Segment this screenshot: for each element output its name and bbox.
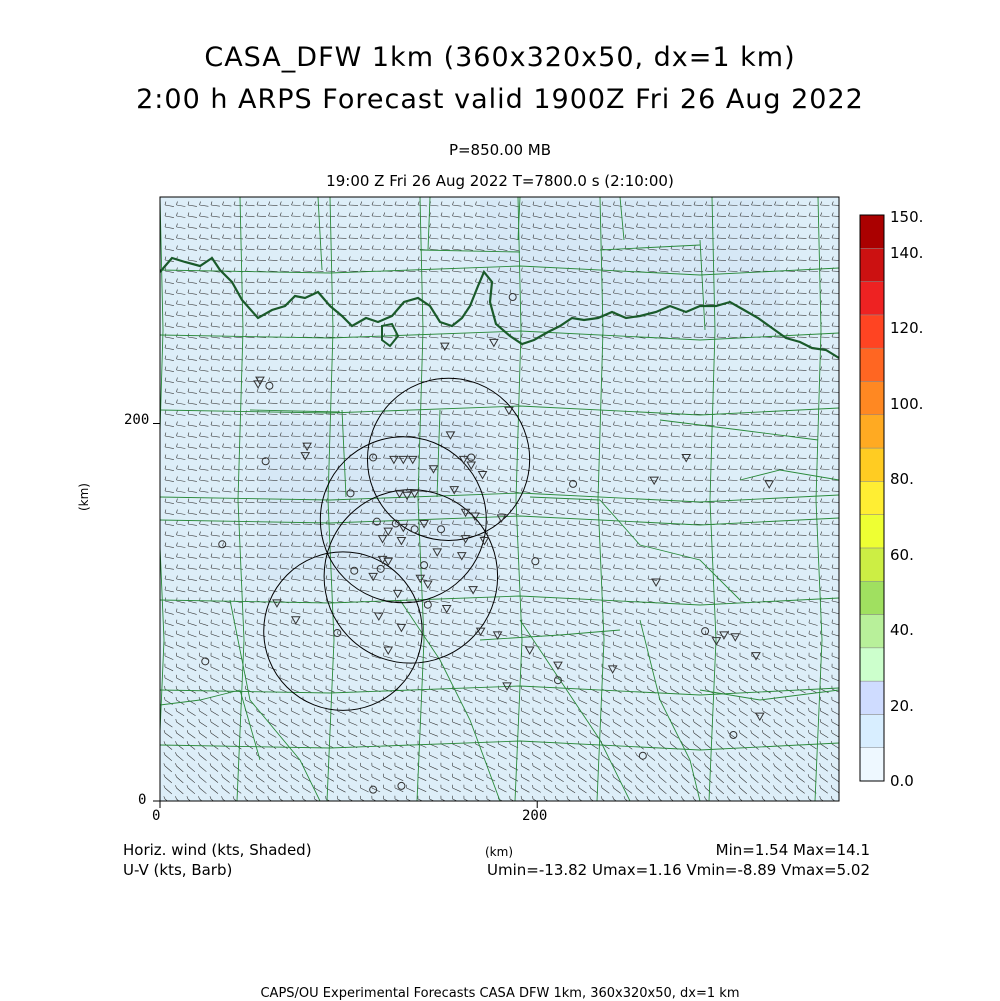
colorbar-swatch (860, 714, 884, 747)
colorbar-swatch (860, 681, 884, 714)
footer-credit: CAPS/OU Experimental Forecasts CASA DFW 1km, 360x320x50, dx=1 km (260, 986, 740, 1001)
x-axis-label: (km) (485, 845, 514, 859)
footer-min-max: Min=1.54 Max=14.1 (715, 841, 870, 859)
colorbar-label-100: 100. (890, 395, 924, 413)
colorbar-swatch (860, 548, 884, 581)
colorbar-label-40: 40. (890, 621, 914, 639)
colorbar-label-120: 120. (890, 319, 924, 337)
colorbar-swatch (860, 215, 884, 248)
colorbar-label-150: 150. (890, 208, 924, 226)
colorbar-swatch (860, 648, 884, 681)
colorbar-swatch (860, 315, 884, 348)
colorbar-label-20: 20. (890, 697, 914, 715)
colorbar-label-0: 0.0 (890, 772, 914, 790)
colorbar-label-80: 80. (890, 470, 914, 488)
footer-field-label: Horiz. wind (kts, Shaded) (123, 841, 312, 859)
y-tick-200: 200 (124, 412, 150, 428)
x-tick-0: 0 (152, 808, 161, 824)
pressure-level: P=850.00 MB (448, 141, 552, 159)
valid-time: 19:00 Z Fri 26 Aug 2022 T=7800.0 s (2:10:00) (326, 172, 674, 190)
colorbar-label-140: 140. (890, 244, 924, 262)
colorbar-swatch (860, 515, 884, 548)
colorbar-swatch (860, 381, 884, 414)
colorbar-swatch (860, 481, 884, 514)
y-tick-0: 0 (138, 792, 147, 808)
colorbar-swatch (860, 282, 884, 315)
title-line-1: CASA_DFW 1km (360x320x50, dx=1 km) (204, 42, 796, 73)
x-tick-200: 200 (522, 808, 548, 824)
y-axis-label: (km) (77, 482, 92, 512)
colorbar-swatch (860, 615, 884, 648)
colorbar-swatch (860, 581, 884, 614)
colorbar-swatch (860, 348, 884, 381)
colorbar-swatch (860, 248, 884, 281)
footer-vector-label: U-V (kts, Barb) (123, 861, 233, 879)
colorbar (860, 215, 884, 781)
wind-shade-patch (480, 200, 780, 340)
colorbar-swatch (860, 748, 884, 781)
colorbar-label-60: 60. (890, 546, 914, 564)
footer-uv-range: Umin=-13.82 Umax=1.16 Vmin=-8.89 Vmax=5.02 (487, 861, 870, 879)
colorbar-swatch (860, 415, 884, 448)
title-line-2: 2:00 h ARPS Forecast valid 1900Z Fri 26 Aug 2022 (136, 84, 864, 115)
colorbar-swatch (860, 448, 884, 481)
